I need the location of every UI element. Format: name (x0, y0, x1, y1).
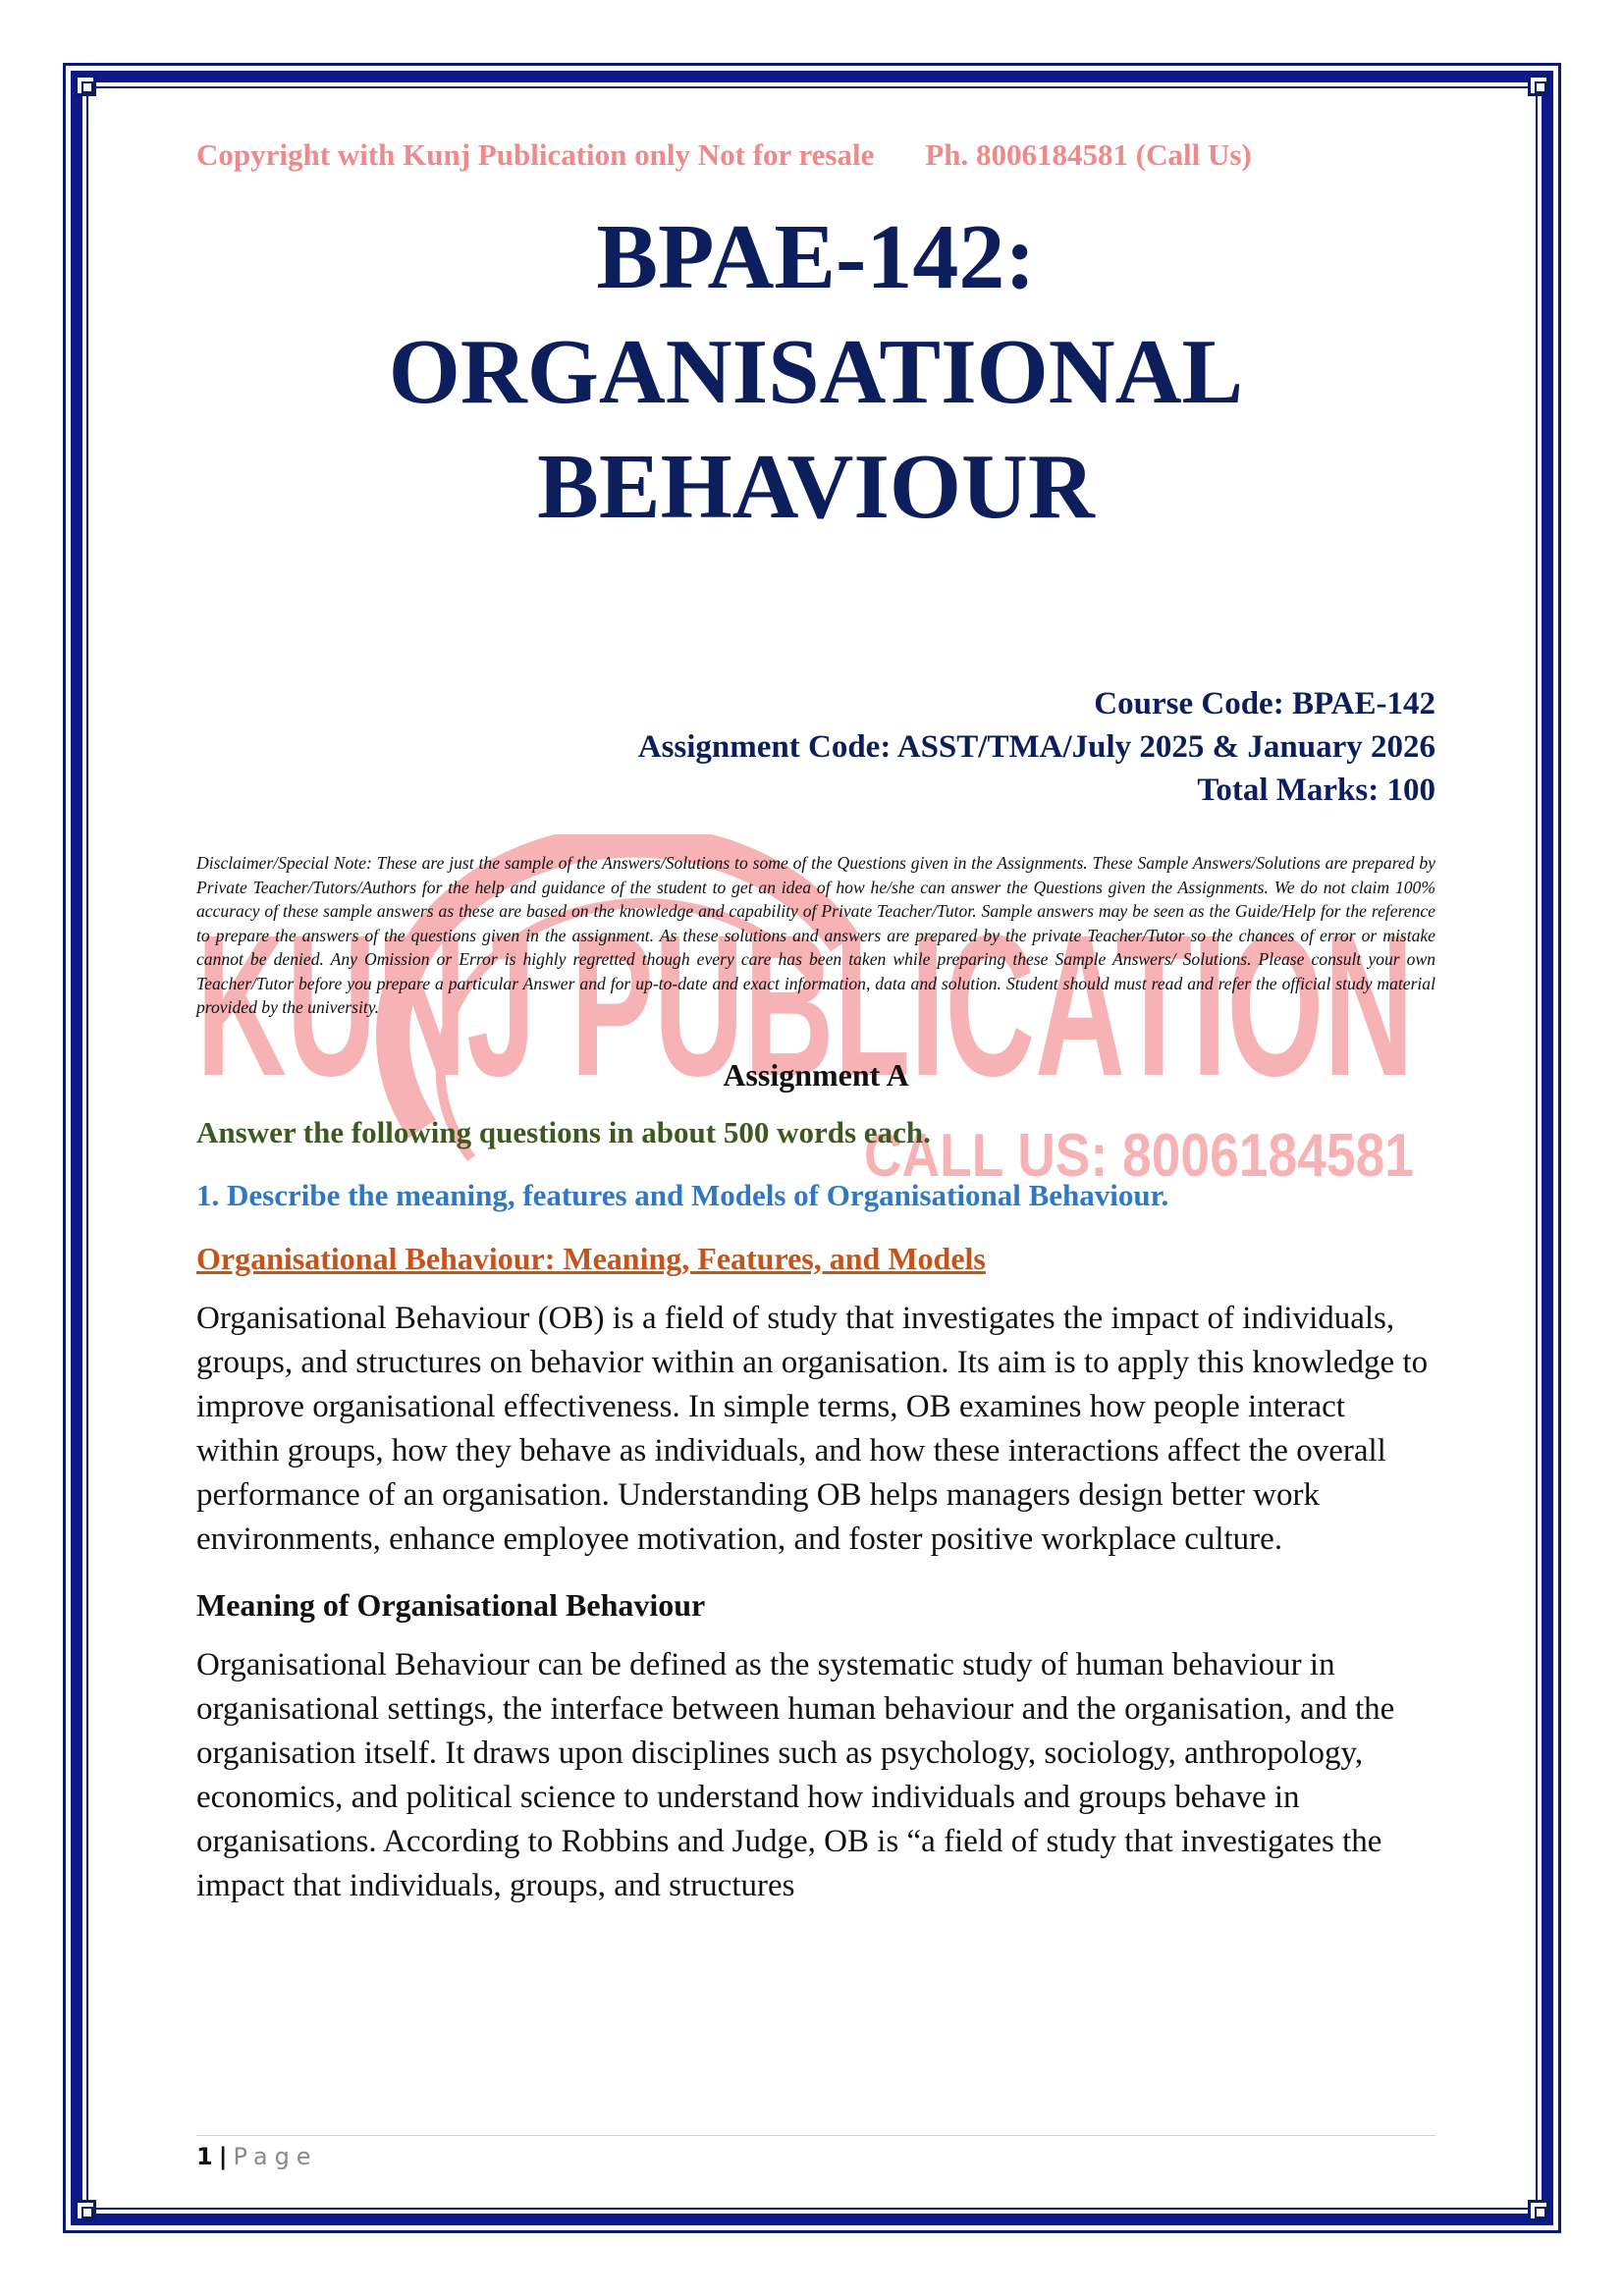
border-corner-ornament (75, 2200, 96, 2221)
section-subheading: Meaning of Organisational Behaviour (196, 1586, 706, 1623)
document-title (196, 200, 1435, 545)
border-corner-ornament (1528, 2200, 1549, 2221)
question-text: 1. Describe the meaning, features and Models of Organisational Behaviour. (196, 1177, 1169, 1212)
footer-divider (196, 2135, 1435, 2136)
assignment-code: Assignment Code: ASST/TMA/July 2025 & January 2026 (637, 729, 1435, 765)
footer-separator: | (218, 2143, 228, 2170)
title-line: BPAE-142: (596, 206, 1036, 308)
page-label: Page (233, 2143, 318, 2170)
answer-title: Organisational Behaviour: Meaning, Features, and Models (196, 1240, 986, 1276)
assignment-heading: Assignment A (723, 1056, 909, 1093)
copyright-text: Copyright with Kunj Publication only Not for resale (196, 137, 875, 172)
answer-paragraph: Organisational Behaviour can be defined as the systematic study of human behaviour in organisational settings, the interface between human behaviour and the organisation, and the organisation itself. It draws upon disciplines such as psychology, sociology, anthropology, economics, and political science to understand how individuals and groups behave in organisations. According to Robbins and Judge, OB is “a field of study that investigates the impact that individuals, groups, and structures (196, 1646, 1395, 1903)
course-codes (196, 682, 1435, 812)
page-content (196, 137, 1435, 1908)
svg-text:CALL US: 8006184581: CALL US: 8006184581 (864, 1122, 1414, 1190)
page-number: 1 (196, 2143, 213, 2170)
svg-text:KUNJ PUBLICATION: KUNJ PUBLICATION (196, 893, 1414, 1118)
title-line: ORGANISATIONAL (388, 321, 1244, 423)
answer-paragraph: Organisational Behaviour (OB) is a field of study that investigates the impact of individuals, groups, and structures on behavior within an organisation. Its aim is to apply this knowledge to improve organisational effectiveness. In simple terms, OB examines how people interact within groups, how they behave as individuals, and how these interactions affect the overall performance of an organisation. Understanding OB helps managers design better work environments, enhance employee motivation, and foster positive workplace culture. (196, 1300, 1429, 1557)
page-footer (196, 2143, 318, 2170)
course-code: Course Code: BPAE-142 (1094, 686, 1435, 721)
border-corner-ornament (1528, 75, 1549, 96)
disclaimer-note: Disclaimer/Special Note: These are just the sample of the Answers/Solutions to some of the Questions given in the Assignments. These Sample Answers/Solutions are prepared by Private Teacher/Tutors/Authors for the help and guidance of the student to get an idea of how he/she can answer the Questions given the Assignments. We do not claim 100% accuracy of these sample answers as these are based on the knowledge and capability of Private Teacher/Tutor. Sample answers may be seen as the Guide/Help for the reference to prepare the answers of the questions given in the assignment. As these solutions and answers are prepared by the private Teacher/Tutor so the chances of error or mistake cannot be denied. Any Omission or Error is highly regretted though every care has been taken while preparing these Sample Answers/ Solutions. Please consult your own Teacher/Tutor before you prepare a particular Answer and for up-to-date and exact information, data and solution. Student should must read and refer the official study material provided by the university. (196, 853, 1435, 1017)
border-corner-ornament (75, 75, 96, 96)
phone-number: Ph. 8006184581 (Call Us) (925, 137, 1252, 172)
assignment-instruction: Answer the following questions in about 500 words each. (196, 1114, 931, 1149)
total-marks: Total Marks: 100 (1197, 773, 1435, 808)
title-line: BEHAVIOUR (537, 436, 1095, 538)
copyright-header (196, 137, 1435, 173)
